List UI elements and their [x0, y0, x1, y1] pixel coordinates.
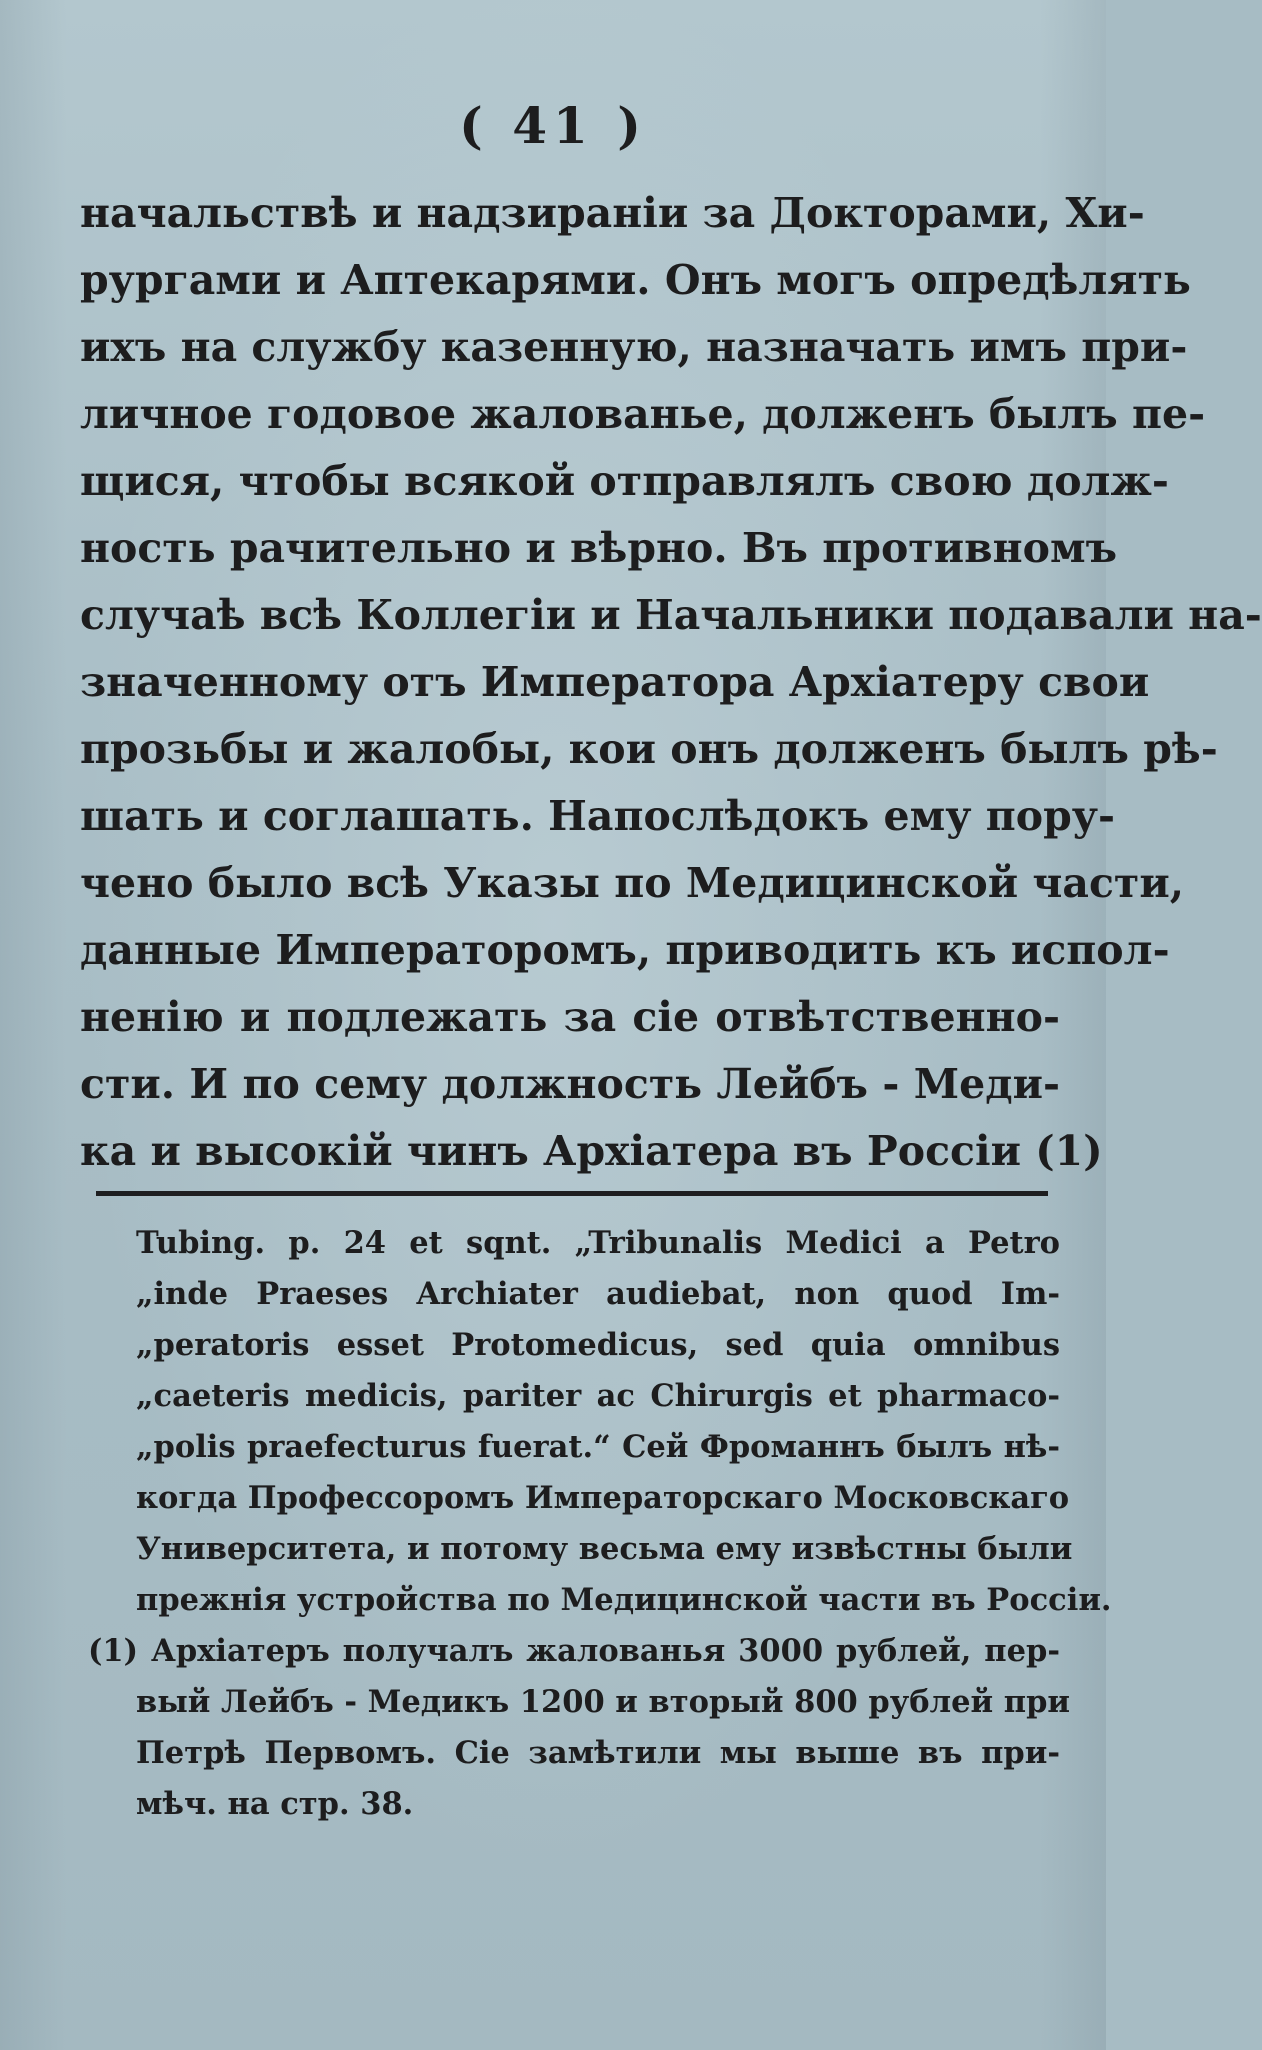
footnote-line: когда Профессоромъ Императорскаго Московскаго — [136, 1480, 1070, 1516]
footnote-line: Петрѣ Первомъ. Сіе замѣтили мы выше въ при- — [136, 1735, 1060, 1771]
footnote-line: Tubing. p. 24 et sqnt. „Tribunalis Medici a Petro — [136, 1225, 1060, 1261]
footnote-line: „peratoris esset Protomedicus, sed quia omnibus — [136, 1327, 1060, 1363]
text-line: ихъ на службу казенную, назначать имъ при- — [80, 323, 1188, 371]
text-line: щися, чтобы всякой отправлялъ свою долж- — [80, 457, 1169, 505]
text-line: ность рачительно и вѣрно. Въ противномъ — [80, 524, 1118, 572]
footnote-line: „polis praefecturus fuerat.“ Сей Фроманнъ былъ нѣ- — [136, 1429, 1060, 1465]
footnote-line: „inde Praeses Archiater audiebat, non quod Im- — [136, 1276, 1060, 1312]
footnote-separator-rule — [96, 1191, 1048, 1196]
text-line: прозьбы и жалобы, кои онъ долженъ былъ рѣ- — [80, 725, 1218, 773]
main-text — [80, 180, 1262, 1185]
text-line: рургами и Аптекарями. Онъ могъ опредѣлять — [80, 256, 1191, 304]
text-line: значенному отъ Императора Архіатеру свои — [80, 658, 1150, 706]
footnotes — [88, 1218, 1112, 1830]
footnote-line: вый Лейбъ - Медикъ 1200 и вторый 800 рублей при — [136, 1684, 1071, 1720]
text-line: данные Императоромъ, приводить къ испол- — [80, 926, 1170, 974]
page-number: ( 41 ) — [459, 96, 647, 155]
text-line: ка и высокій чинъ Архіатера въ Россіи (1) — [80, 1127, 1103, 1175]
footnote-line: (1) Архіатеръ получалъ жалованья 3000 рублей, пер- — [88, 1633, 1060, 1669]
text-line: начальствѣ и надзираніи за Докторами, Хи- — [80, 189, 1145, 237]
text-line: сти. И по сему должность Лейбъ - Меди- — [80, 1060, 1060, 1108]
text-line: личное годовое жалованье, долженъ былъ пе- — [80, 390, 1206, 438]
text-line: ненію и подлежать за сіе отвѣтственно- — [80, 993, 1060, 1041]
footnote-line: „caeteris medicis, pariter ac Chirurgis et pharmaco- — [136, 1378, 1060, 1414]
footnote-line: прежнія устройства по Медицинской части въ Россіи. — [136, 1582, 1112, 1618]
text-line: шать и соглашать. Напослѣдокъ ему пору- — [80, 792, 1116, 840]
text-line: случаѣ всѣ Коллегіи и Начальники подавали на- — [80, 591, 1262, 639]
text-line: чено было всѣ Указы по Медицинской части, — [80, 859, 1185, 907]
footnote-line: мѣч. на стр. 38. — [136, 1786, 414, 1822]
footnote-line: Университета, и потому весьма ему извѣстны были — [136, 1531, 1073, 1567]
